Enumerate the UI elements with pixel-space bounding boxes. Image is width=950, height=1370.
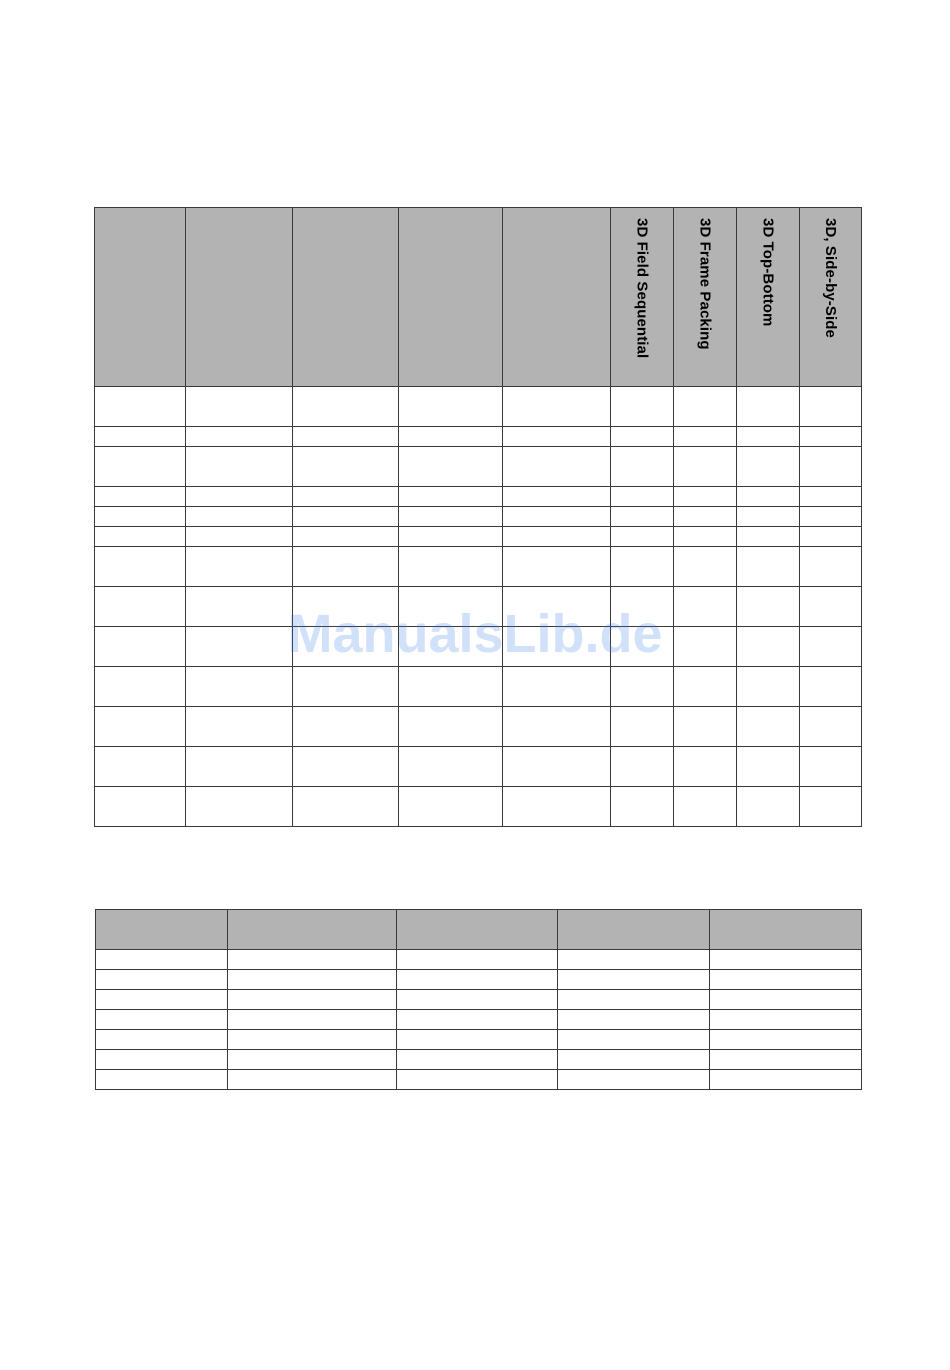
table-cell: [186, 447, 293, 487]
table-cell: [737, 787, 800, 827]
table-cell: [399, 507, 503, 527]
table-cell: [737, 507, 800, 527]
header-3d-side-by-side: 3D, Side-by-Side: [800, 208, 862, 387]
table-cell: [95, 387, 186, 427]
table-cell: [558, 950, 710, 970]
table-row: [96, 970, 862, 990]
table-cell: [611, 547, 674, 587]
table-cell: [186, 707, 293, 747]
table-cell: [399, 747, 503, 787]
table-cell: [399, 487, 503, 507]
table-cell: [503, 747, 611, 787]
table-row: [95, 787, 862, 827]
table-cell: [293, 787, 399, 827]
table-cell: [186, 747, 293, 787]
table-cell: [96, 1010, 228, 1030]
table-cell: [399, 547, 503, 587]
table-cell: [611, 527, 674, 547]
table-row: [96, 1070, 862, 1090]
table-header-row: [95, 208, 862, 387]
table-cell: [293, 527, 399, 547]
table-cell: [800, 427, 862, 447]
table-cell: [737, 527, 800, 547]
table-cell: [611, 627, 674, 667]
table-cell: [96, 1070, 228, 1090]
table-cell: [186, 487, 293, 507]
table-cell: [674, 627, 737, 667]
table-cell: [186, 387, 293, 427]
table-cell: [674, 507, 737, 527]
table-cell: [674, 707, 737, 747]
table-cell: [800, 447, 862, 487]
table-cell: [503, 427, 611, 447]
table-row: [95, 387, 862, 427]
table-cell: [674, 787, 737, 827]
table-cell: [228, 1010, 397, 1030]
table-cell: [397, 1030, 558, 1050]
table-cell: [293, 447, 399, 487]
table-cell: [737, 427, 800, 447]
table-cell: [186, 527, 293, 547]
table-cell: [293, 667, 399, 707]
table-row: [95, 747, 862, 787]
table-cell: [399, 667, 503, 707]
table-cell: [293, 747, 399, 787]
secondary-table: [95, 909, 862, 1090]
table-cell: [95, 487, 186, 507]
table-cell: [800, 527, 862, 547]
table-cell: [95, 527, 186, 547]
header-cell: [293, 208, 399, 387]
table-cell: [710, 1010, 862, 1030]
table-cell: [293, 487, 399, 507]
table-row: [95, 587, 862, 627]
table-cell: [710, 1050, 862, 1070]
table-cell: [96, 990, 228, 1010]
table-cell: [397, 950, 558, 970]
table-cell: [737, 587, 800, 627]
table-row: [95, 707, 862, 747]
table-cell: [96, 970, 228, 990]
header-cell: [95, 208, 186, 387]
table-cell: [397, 1010, 558, 1030]
table-cell: [503, 487, 611, 507]
table-cell: [800, 667, 862, 707]
table-cell: [800, 587, 862, 627]
table-body: [95, 387, 862, 827]
table-cell: [558, 1010, 710, 1030]
table-cell: [558, 1050, 710, 1070]
table-cell: [95, 587, 186, 627]
table-cell: [737, 547, 800, 587]
table-cell: [503, 387, 611, 427]
table-cell: [674, 747, 737, 787]
table-cell: [710, 990, 862, 1010]
table-row: [96, 990, 862, 1010]
table-cell: [503, 527, 611, 547]
table-cell: [558, 1030, 710, 1050]
table-cell: [95, 427, 186, 447]
table-cell: [186, 547, 293, 587]
table-cell: [674, 667, 737, 707]
format-support-table: [94, 207, 862, 827]
table-row: [95, 447, 862, 487]
table-cell: [95, 707, 186, 747]
table-row: [95, 547, 862, 587]
table-row: [95, 507, 862, 527]
header-3d-frame-packing: 3D Frame Packing: [674, 208, 737, 387]
table-cell: [503, 447, 611, 487]
table-cell: [674, 447, 737, 487]
table-cell: [737, 447, 800, 487]
table-cell: [611, 667, 674, 707]
table-cell: [611, 447, 674, 487]
table-cell: [228, 1030, 397, 1050]
table-cell: [399, 387, 503, 427]
table-cell: [611, 487, 674, 507]
table-cell: [737, 667, 800, 707]
table-cell: [397, 990, 558, 1010]
table-cell: [399, 527, 503, 547]
header-cell: [397, 910, 558, 950]
table-body: [96, 950, 862, 1090]
table-cell: [611, 507, 674, 527]
table-row: [95, 627, 862, 667]
table-row: [95, 427, 862, 447]
table-cell: [95, 787, 186, 827]
table-cell: [95, 667, 186, 707]
table-cell: [737, 627, 800, 667]
table-cell: [558, 1070, 710, 1090]
table-cell: [293, 507, 399, 527]
table-cell: [399, 627, 503, 667]
table-cell: [503, 627, 611, 667]
table-cell: [186, 627, 293, 667]
table-cell: [800, 547, 862, 587]
table-row: [95, 487, 862, 507]
table-cell: [293, 707, 399, 747]
header-cell: [399, 208, 503, 387]
table-cell: [397, 1050, 558, 1070]
table-cell: [558, 970, 710, 990]
table-cell: [96, 1050, 228, 1070]
table-cell: [710, 1030, 862, 1050]
table-cell: [95, 627, 186, 667]
table-header-row: [96, 910, 862, 950]
table-cell: [737, 707, 800, 747]
table-cell: [186, 427, 293, 447]
table-cell: [611, 787, 674, 827]
table-cell: [558, 990, 710, 1010]
table-cell: [186, 587, 293, 627]
header-cell: [96, 910, 228, 950]
table-cell: [293, 547, 399, 587]
table-cell: [186, 787, 293, 827]
table-cell: [737, 747, 800, 787]
table-cell: [611, 587, 674, 627]
table-cell: [737, 387, 800, 427]
table-cell: [800, 387, 862, 427]
table-cell: [228, 970, 397, 990]
table-cell: [800, 487, 862, 507]
table-cell: [800, 507, 862, 527]
table-cell: [228, 950, 397, 970]
table-cell: [399, 787, 503, 827]
table-cell: [503, 507, 611, 527]
table-cell: [228, 1070, 397, 1090]
table-cell: [611, 747, 674, 787]
table-cell: [95, 547, 186, 587]
table-cell: [674, 487, 737, 507]
table-cell: [228, 990, 397, 1010]
table-row: [96, 1050, 862, 1070]
table-cell: [95, 447, 186, 487]
table-cell: [674, 547, 737, 587]
table-cell: [96, 1030, 228, 1050]
table-row: [96, 1010, 862, 1030]
table-cell: [503, 787, 611, 827]
table-cell: [710, 950, 862, 970]
table-cell: [800, 747, 862, 787]
table-cell: [399, 587, 503, 627]
table-cell: [228, 1050, 397, 1070]
table-cell: [800, 707, 862, 747]
table-cell: [95, 507, 186, 527]
table-cell: [710, 970, 862, 990]
table-cell: [737, 487, 800, 507]
table-cell: [293, 587, 399, 627]
table-cell: [397, 970, 558, 990]
header-cell: [228, 910, 397, 950]
header-3d-top-bottom: 3D Top-Bottom: [737, 208, 800, 387]
table-row: [96, 950, 862, 970]
table-cell: [611, 427, 674, 447]
table-row: [95, 667, 862, 707]
header-3d-field-sequential: 3D Field Sequential: [611, 208, 674, 387]
header-cell: [503, 208, 611, 387]
table-cell: [399, 447, 503, 487]
table-cell: [800, 627, 862, 667]
header-cell: [710, 910, 862, 950]
table-cell: [293, 627, 399, 667]
table-cell: [674, 427, 737, 447]
table-cell: [674, 587, 737, 627]
table-cell: [710, 1070, 862, 1090]
header-cell: [558, 910, 710, 950]
table-cell: [611, 387, 674, 427]
watermark: ManualsLib.de: [287, 604, 663, 664]
table-cell: [503, 547, 611, 587]
table-cell: [95, 747, 186, 787]
table-cell: [293, 427, 399, 447]
table-cell: [674, 527, 737, 547]
header-cell: [186, 208, 293, 387]
table-cell: [397, 1070, 558, 1090]
table-cell: [293, 387, 399, 427]
table-cell: [399, 707, 503, 747]
table-row: [96, 1030, 862, 1050]
table-cell: [503, 667, 611, 707]
table-cell: [503, 707, 611, 747]
table-cell: [96, 950, 228, 970]
table-cell: [611, 707, 674, 747]
table-cell: [186, 667, 293, 707]
table-cell: [186, 507, 293, 527]
table-cell: [800, 787, 862, 827]
table-cell: [674, 387, 737, 427]
table-cell: [503, 587, 611, 627]
table-cell: [399, 427, 503, 447]
table-row: [95, 527, 862, 547]
